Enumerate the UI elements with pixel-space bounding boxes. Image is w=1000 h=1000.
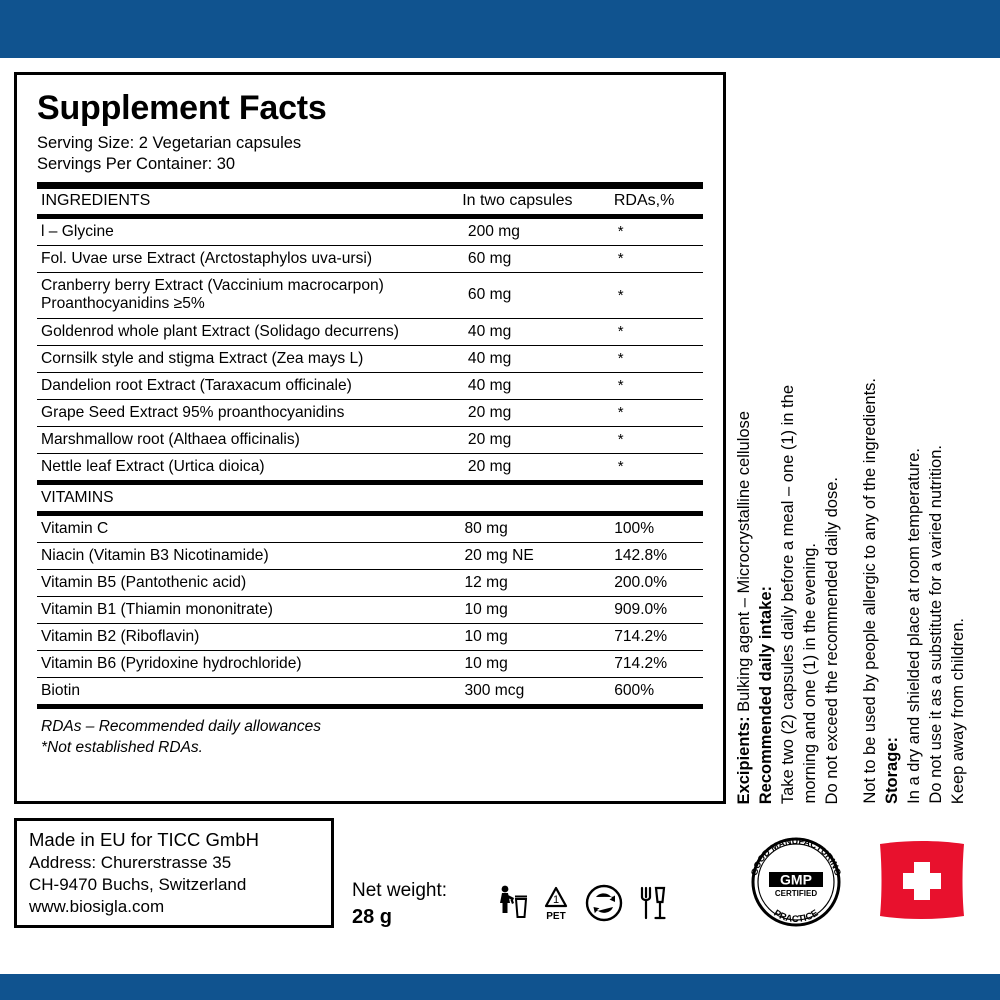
- divider-thick-top: [37, 182, 703, 189]
- ingredient-amount: 20 mg: [462, 453, 612, 480]
- vitamin-name: Vitamin B5 (Pantothenic acid): [37, 569, 458, 596]
- table-row: [37, 650, 703, 677]
- ingredient-amount: 60 mg: [462, 272, 612, 318]
- ingredients-rows: [37, 219, 703, 480]
- vitamins-rows: [37, 516, 703, 704]
- ingredient-rda: *: [612, 399, 703, 426]
- address-line-2: CH-9470 Buchs, Switzerland: [29, 875, 247, 895]
- storage-line-3: Keep away from children.: [949, 617, 967, 804]
- ingredient-amount: 20 mg: [462, 426, 612, 453]
- table-row: [37, 245, 703, 272]
- address-line-1: Address: Churerstrasse 35: [29, 853, 232, 873]
- vitamin-name: Vitamin B6 (Pyridoxine hydrochloride): [37, 650, 458, 677]
- ingredient-name: Cornsilk style and stigma Extract (Zea mays L): [37, 345, 462, 372]
- website-link[interactable]: www.biosigla.com: [29, 897, 165, 917]
- top-brand-bar: [0, 0, 1000, 58]
- header-amount: In two capsules: [462, 191, 573, 209]
- vitamins-header-table: [37, 485, 703, 511]
- svg-text:1: 1: [552, 894, 560, 906]
- made-in-line: Made in EU for TICC GmbH: [29, 829, 259, 850]
- ingredient-rda: *: [612, 345, 703, 372]
- intake-line-2: morning and one (1) in the evening.: [801, 543, 819, 804]
- svg-text:GOOD MANUFACTURING: GOOD MANUFACTURING: [748, 835, 844, 877]
- vitamin-name: Vitamin C: [41, 519, 109, 537]
- supplement-facts-panel: [14, 72, 726, 804]
- manufacturer-box: [14, 818, 334, 928]
- intake-line-1: Take two (2) capsules daily before a meal – one (1) in the: [779, 384, 797, 804]
- ingredient-name: Grape Seed Extract 95% proanthocyanidins: [37, 399, 462, 426]
- ingredient-rda: *: [612, 426, 703, 453]
- intake-line-3: Do not exceed the recommended daily dose.: [823, 476, 841, 804]
- ingredient-name: Marshmallow root (Althaea officinalis): [37, 426, 462, 453]
- intake-label: Recommended daily intake:: [757, 585, 775, 804]
- ingredient-amount: 40 mg: [462, 318, 612, 345]
- footnote-star: *Not established RDAs.: [41, 738, 203, 756]
- vitamin-rda: 909.0%: [608, 596, 703, 623]
- servings-per-container: Servings Per Container: 30: [37, 154, 236, 173]
- excipients-value: Bulking agent – Microcrystalline cellulose: [735, 410, 753, 716]
- ingredient-rda: *: [617, 223, 624, 241]
- ingredient-rda: *: [612, 245, 703, 272]
- table-row: [37, 623, 703, 650]
- table-header-row: [37, 189, 703, 214]
- ingredient-name: Cranberry berry Extract (Vaccinium macrocarpon) Proanthocyanidins ≥5%: [37, 272, 462, 318]
- supplement-facts-title: Supplement Facts: [37, 89, 327, 127]
- gmp-certified-badge: [742, 832, 850, 928]
- vitamin-amount: 10 mg: [458, 650, 608, 677]
- packaging-icons: [492, 882, 669, 924]
- table-row: [37, 569, 703, 596]
- vitamin-name: Vitamin B1 (Thiamin mononitrate): [37, 596, 458, 623]
- ingredient-rda: *: [612, 372, 703, 399]
- vitamin-rda: 600%: [608, 677, 703, 704]
- bottom-brand-bar: [0, 974, 1000, 1000]
- table-row: [37, 516, 703, 543]
- header-ingredients: INGREDIENTS: [41, 191, 151, 209]
- ingredient-rda: *: [612, 453, 703, 480]
- vitamins-label: VITAMINS: [41, 488, 114, 506]
- table-row: [37, 542, 703, 569]
- vitamin-name: Biotin: [37, 677, 458, 704]
- side-information-block: [736, 76, 986, 804]
- storage-line-2: Do not use it as a substitute for a varied nutrition.: [927, 445, 945, 804]
- table-row: [37, 219, 703, 246]
- net-weight-label: Net weight:: [352, 880, 448, 901]
- header-rda: RDAs,%: [613, 191, 675, 209]
- table-row: [37, 318, 703, 345]
- storage-line-1: In a dry and shielded place at room temperature.: [905, 448, 923, 804]
- vitamin-rda: 100%: [614, 519, 655, 537]
- svg-text:GMP: GMP: [780, 871, 812, 888]
- ingredients-table: [37, 189, 703, 214]
- green-dot-recycle-icon: [584, 883, 624, 923]
- food-safe-icon: [633, 882, 669, 924]
- vitamin-rda: 142.8%: [608, 542, 703, 569]
- vitamin-name: Niacin (Vitamin B3 Nicotinamide): [37, 542, 458, 569]
- ingredient-name: Nettle leaf Extract (Urtica dioica): [37, 453, 462, 480]
- serving-size: Serving Size: 2 Vegetarian capsules: [37, 133, 302, 152]
- ingredient-amount: 40 mg: [462, 345, 612, 372]
- vitamin-amount: 10 mg: [458, 623, 608, 650]
- footnote-rda: RDAs – Recommended daily allowances: [41, 717, 321, 735]
- table-row: [37, 272, 703, 318]
- vitamin-amount: 300 mcg: [458, 677, 608, 704]
- svg-text:PRACTICE: PRACTICE: [771, 907, 821, 926]
- ingredient-name: Fol. Uvae urse Extract (Arctostaphylos uva-ursi): [37, 245, 462, 272]
- table-row: [37, 345, 703, 372]
- net-weight-block: [352, 878, 447, 931]
- swiss-flag-icon: [876, 838, 968, 922]
- ingredient-name: l – Glycine: [41, 222, 114, 240]
- vitamin-amount: 10 mg: [458, 596, 608, 623]
- vitamin-rda: 714.2%: [608, 650, 703, 677]
- ingredient-amount: 60 mg: [462, 245, 612, 272]
- table-row: [37, 426, 703, 453]
- footnotes: [37, 709, 703, 759]
- ingredient-name: Goldenrod whole plant Extract (Solidago decurrens): [37, 318, 462, 345]
- excipients-line: [736, 411, 753, 804]
- ingredient-amount: 20 mg: [462, 399, 612, 426]
- vitamin-rda: 200.0%: [608, 569, 703, 596]
- vitamin-amount: 20 mg NE: [458, 542, 608, 569]
- svg-text:PET: PET: [546, 911, 566, 922]
- storage-label: Storage:: [883, 737, 901, 804]
- table-row: [37, 596, 703, 623]
- excipients-label: Excipients:: [735, 715, 753, 804]
- pet-recycle-icon: [537, 882, 575, 924]
- waste-bin-icon: [492, 883, 528, 923]
- net-weight-value: 28 g: [352, 905, 393, 928]
- table-row: [37, 677, 703, 704]
- ingredient-rda: *: [612, 318, 703, 345]
- ingredient-amount: 200 mg: [467, 222, 520, 240]
- table-row: [37, 453, 703, 480]
- svg-text:CERTIFIED: CERTIFIED: [774, 889, 818, 898]
- vitamin-amount: 80 mg: [464, 519, 508, 537]
- ingredient-rda: *: [612, 272, 703, 318]
- vitamin-name: Vitamin B2 (Riboflavin): [37, 623, 458, 650]
- vitamin-rda: 714.2%: [608, 623, 703, 650]
- vitamins-section-header: [37, 485, 703, 511]
- ingredient-amount: 40 mg: [462, 372, 612, 399]
- table-row: [37, 372, 703, 399]
- table-row: [37, 399, 703, 426]
- ingredient-name: Dandelion root Extract (Taraxacum officinale): [37, 372, 462, 399]
- allergy-line: Not to be used by people allergic to any of the ingredients.: [861, 378, 879, 804]
- vitamin-amount: 12 mg: [458, 569, 608, 596]
